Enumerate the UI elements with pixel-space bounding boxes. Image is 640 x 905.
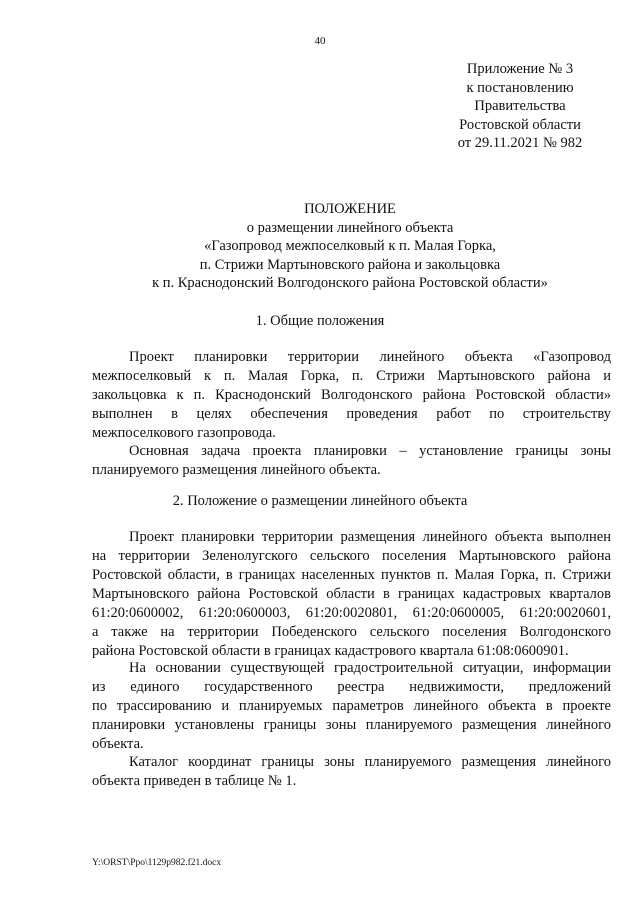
text-line: закольцовка к п. Краснодонский Волгодонского района Ростовской области»	[92, 387, 611, 403]
section-2-heading: 2. Положение о размещении линейного объекта	[172, 493, 468, 509]
text-line: объекта.	[92, 736, 144, 752]
title-line: «Газопровод межпоселковый к п. Малая Горка,	[204, 238, 496, 254]
text-line: планируемого размещения линейного объекта.	[92, 462, 381, 478]
footer-file-path: Y:\ORST\Ppo\1129p982.f21.docx	[92, 858, 222, 868]
title-line: о размещении линейного объекта	[246, 219, 454, 236]
title-line: ПОЛОЖЕНИЕ	[304, 201, 396, 217]
text-line: объекта приведен в таблице № 1.	[92, 773, 297, 789]
page-number: 40	[314, 35, 326, 47]
text-line: 61:20:0600002, 61:20:0600003, 61:20:0020801, 61:20:0600005, 61:20:0020601,	[92, 605, 611, 621]
paragraph-5	[92, 753, 611, 791]
text-line: из единого государственного реестра недвижимости, предложений	[92, 679, 611, 695]
text-line: Мартыновского района Ростовской области в границах кадастровых кварталов	[92, 586, 611, 602]
paragraph-1	[92, 348, 611, 443]
text-line: планировки установлены границы зоны планируемого размещения линейного	[92, 717, 611, 733]
text-line: Основная задача проекта планировки – установление границы зоны	[129, 443, 611, 459]
text-line: Ростовской области, в границах населенных пунктов п. Малая Горка, п. Стрижи	[92, 567, 611, 583]
paragraph-4	[92, 659, 611, 754]
appendix-line: Ростовской области	[459, 116, 581, 133]
text-line: на территории Зеленолугского сельского поселения Мартыновского района	[92, 548, 611, 564]
document-title	[60, 200, 640, 293]
title-line: п. Стрижи Мартыновского района и закольцовка	[199, 256, 501, 273]
appendix-header	[428, 60, 612, 153]
appendix-line: Правительства	[474, 98, 566, 114]
section-1-heading: 1. Общие положения	[255, 313, 385, 329]
text-line: а также на территории Победенского сельского поселения Волгодонского	[92, 624, 611, 640]
text-line: выполнен в целях обеспечения проведения работ по строительству	[92, 406, 611, 422]
text-line: На основании существующей градостроительной ситуации, информации	[129, 660, 611, 676]
paragraph-2	[92, 442, 611, 480]
text-line: района Ростовской области в границах кадастрового квартала 61:08:0600901.	[92, 643, 569, 659]
text-line: Проект планировки территории линейного объекта «Газопровод	[129, 349, 611, 365]
appendix-line: от 29.11.2021 № 982	[457, 135, 583, 151]
text-line: Проект планировки территории размещения линейного объекта выполнен	[129, 529, 611, 545]
appendix-line: к постановлению	[466, 79, 574, 96]
text-line: межпоселковый к п. Малая Горка, п. Стрижи Мартыновского района и	[92, 368, 611, 384]
text-line: по трассированию и планируемых параметров линейного объекта в проекте	[92, 698, 611, 714]
title-line: к п. Краснодонский Волгодонского района Ростовской области»	[152, 275, 548, 291]
appendix-line: Приложение № 3	[466, 61, 574, 77]
text-line: межпоселкового газопровода.	[92, 425, 276, 441]
text-line: Каталог координат границы зоны планируемого размещения линейного	[129, 754, 611, 770]
paragraph-3	[92, 528, 611, 661]
